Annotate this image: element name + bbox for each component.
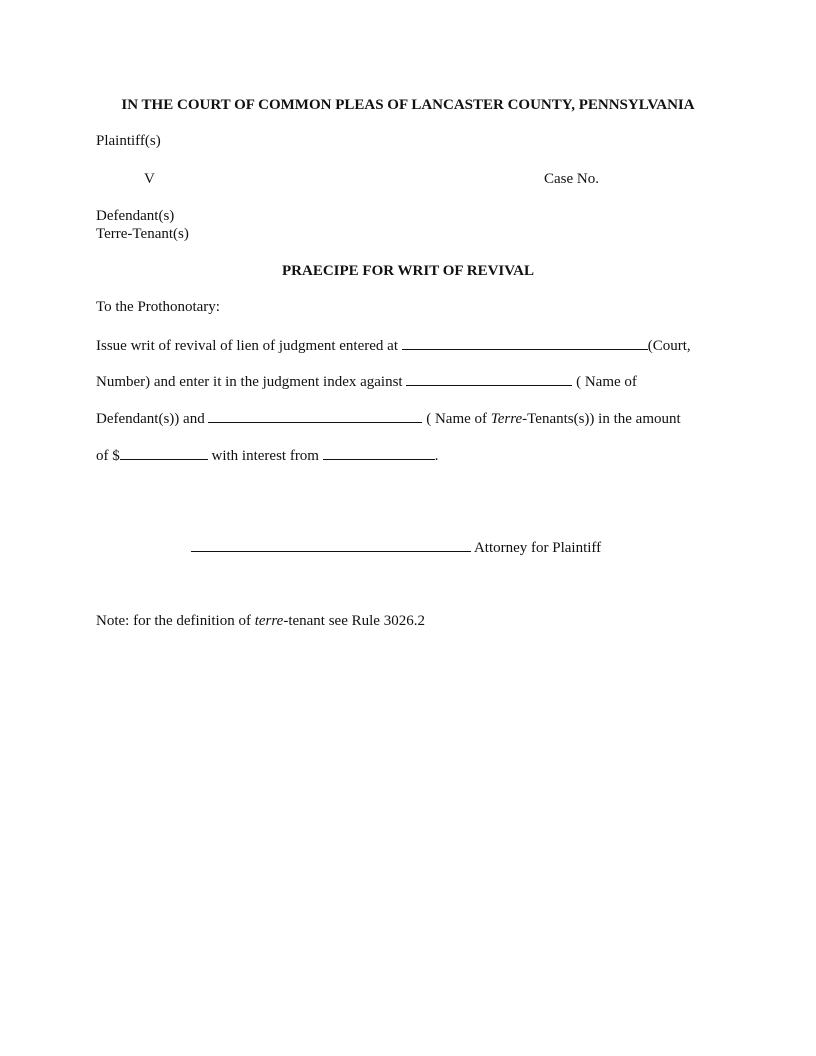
defendant-name-blank[interactable] (406, 372, 572, 386)
body-line-2-suffix: ( Name of (576, 374, 637, 390)
terre-tenant-name-blank[interactable] (208, 409, 422, 423)
amount-blank[interactable] (120, 446, 208, 460)
note-suffix: -tenant see Rule 3026.2 (283, 613, 425, 629)
body-line-2-text: Number) and enter it in the judgment index against (96, 374, 403, 390)
signature-line (191, 538, 601, 557)
note (96, 612, 425, 630)
note-italic: terre (254, 613, 284, 629)
court-heading (0, 96, 816, 114)
body-line-3 (96, 409, 681, 428)
defendant-label: Defendant(s) (96, 208, 175, 224)
signature-label: Attorney for Plaintiff (473, 540, 602, 556)
plaintiff-label: Plaintiff(s) (96, 133, 161, 149)
document-title-text: PRAECIPE FOR WRIT OF REVIVAL (282, 263, 534, 279)
body-line-2 (96, 372, 637, 391)
court-heading-text: IN THE COURT OF COMMON PLEAS OF LANCASTER COUNTY, PENNSYLVANIA (121, 97, 695, 113)
body-line-3-suffix-italic: Terre (490, 411, 523, 427)
versus-label: V (144, 171, 155, 187)
document-title (0, 262, 816, 280)
court-number-blank[interactable] (402, 336, 648, 350)
body-line-4 (96, 446, 438, 465)
body-line-3-suffix-post: -Tenants(s)) in the amount (522, 411, 681, 427)
body-line-3-suffix-pre: ( Name of (426, 411, 488, 427)
body-line-1-text: Issue writ of revival of lien of judgment entered at (96, 338, 398, 354)
body-line-4-end: . (434, 448, 439, 464)
note-prefix: Note: for the definition of (96, 613, 251, 629)
body-line-1 (96, 336, 691, 355)
attorney-signature-blank[interactable] (191, 538, 471, 552)
body-line-3-text: Defendant(s)) and (96, 411, 205, 427)
body-line-1-suffix: (Court, (647, 338, 691, 354)
interest-date-blank[interactable] (323, 446, 435, 460)
body-line-4-mid: with interest from (211, 448, 319, 464)
terre-tenant-label: Terre-Tenant(s) (96, 226, 189, 242)
body-line-4-prefix: of $ (96, 448, 120, 464)
case-no-label: Case No. (544, 171, 599, 187)
salutation: To the Prothonotary: (96, 299, 220, 315)
